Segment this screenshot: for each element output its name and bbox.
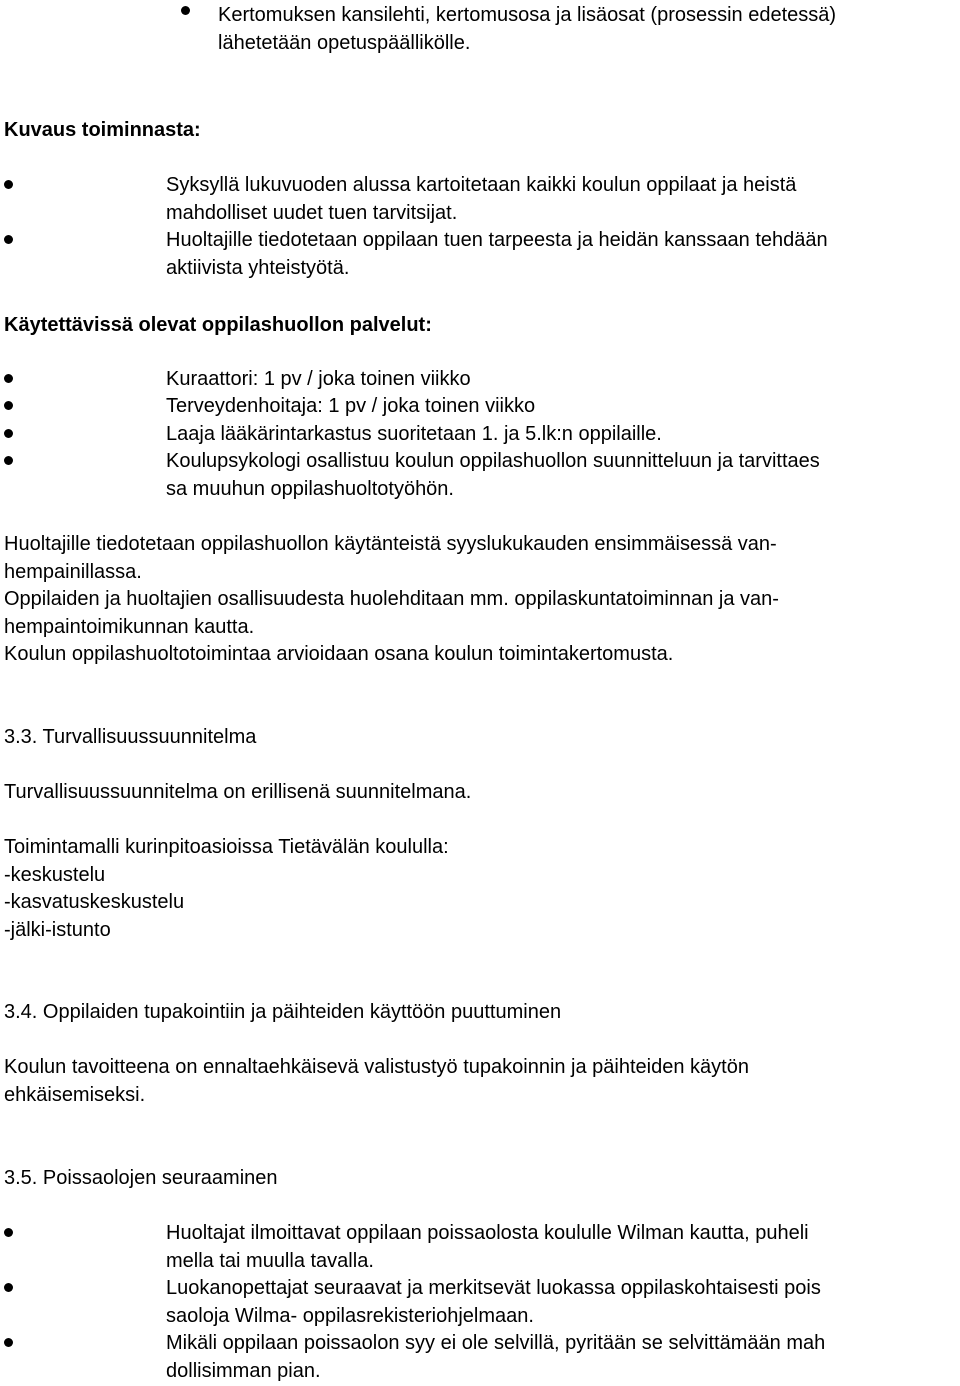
list-item-line: saoloja Wilma- oppilasrekisteriohjelmaan. xyxy=(166,1304,534,1327)
bullet-icon xyxy=(4,235,13,244)
bullet-icon xyxy=(4,1283,13,1292)
paragraph-line: -keskustelu xyxy=(4,864,106,886)
list-item-line: Huoltajat ilmoittavat oppilaan poissaolosta koululle Wilman kautta, puheli xyxy=(166,1222,809,1244)
list-item-line: mahdolliset uudet tuen tarvitsijat. xyxy=(166,201,458,224)
paragraph-line: Huoltajille tiedotetaan oppilashuollon käytänteistä syyslukukauden ensimmäisessä van- xyxy=(4,533,777,555)
list-item-line: lähetetään opetuspäällikölle. xyxy=(218,31,471,54)
paragraph-line: hempainillassa. xyxy=(4,561,142,583)
paragraph-line: -jälki-istunto xyxy=(4,919,111,941)
list-item-line: Kertomuksen kansilehti, kertomusosa ja lisäosat (prosessin edetessä) xyxy=(218,4,837,26)
list-item-line: Syksyllä lukuvuoden alussa kartoitetaan kaikki koulun oppilaat ja heistä xyxy=(166,174,797,196)
list-item-line: aktiivista yhteistyötä. xyxy=(166,256,350,279)
bullet-icon xyxy=(4,429,13,438)
list-item-line: Koulupsykologi osallistuu koulun oppilashuollon suunnitteluun ja tarvittaes xyxy=(166,450,820,472)
paragraph-line: Oppilaiden ja huoltajien osallisuudesta huolehditaan mm. oppilaskuntatoiminnan ja van- xyxy=(4,588,779,610)
list-item-line: Huoltajille tiedotetaan oppilaan tuen tarpeesta ja heidän kanssaan tehdään xyxy=(166,229,828,251)
section-heading: 3.4. Oppilaiden tupakointiin ja päihteiden käyttöön puuttuminen xyxy=(4,1001,562,1023)
paragraph-line: hempaintoimikunnan kautta. xyxy=(4,616,255,638)
bullet-icon xyxy=(4,456,13,465)
paragraph-line: Turvallisuussuunnitelma on erillisenä suunnitelmana. xyxy=(4,781,472,803)
list-item-line: mella tai muulla tavalla. xyxy=(166,1249,374,1272)
section-heading: Kuvaus toiminnasta: xyxy=(4,119,201,141)
paragraph-line: Koulun tavoitteena on ennaltaehkäisevä valistustyö tupakoinnin ja päihteiden käytön xyxy=(4,1056,749,1078)
section-heading: 3.5. Poissaolojen seuraaminen xyxy=(4,1167,278,1189)
paragraph-line: Toimintamalli kurinpitoasioissa Tietävälän koululla: xyxy=(4,836,449,858)
paragraph-line: ehkäisemiseksi. xyxy=(4,1084,146,1106)
list-item-line: Kuraattori: 1 pv / joka toinen viikko xyxy=(166,368,471,390)
bullet-icon xyxy=(4,1338,13,1347)
list-item-line: Laaja lääkärintarkastus suoritetaan 1. ja 5.lk:n oppilaille. xyxy=(166,423,662,445)
bullet-icon xyxy=(4,374,13,383)
list-item-line: Mikäli oppilaan poissaolon syy ei ole selvillä, pyritään se selvittämään mah xyxy=(166,1332,826,1354)
bullet-icon xyxy=(4,1228,13,1237)
bullet-icon xyxy=(4,180,13,189)
bullet-icon xyxy=(181,6,190,15)
list-item-line: Terveydenhoitaja: 1 pv / joka toinen viikko xyxy=(166,395,536,417)
list-item-line: Luokanopettajat seuraavat ja merkitsevät luokassa oppilaskohtaisesti pois xyxy=(166,1277,821,1299)
section-heading: Käytettävissä olevat oppilashuollon palvelut: xyxy=(4,314,432,336)
bullet-icon xyxy=(4,401,13,410)
list-item-line: sa muuhun oppilashuoltotyöhön. xyxy=(166,477,454,500)
section-heading: 3.3. Turvallisuussuunnitelma xyxy=(4,726,257,748)
list-item-line: dollisimman pian. xyxy=(166,1359,321,1382)
paragraph-line: Koulun oppilashuoltotoimintaa arvioidaan osana koulun toimintakertomusta. xyxy=(4,643,674,665)
paragraph-line: -kasvatuskeskustelu xyxy=(4,891,185,913)
